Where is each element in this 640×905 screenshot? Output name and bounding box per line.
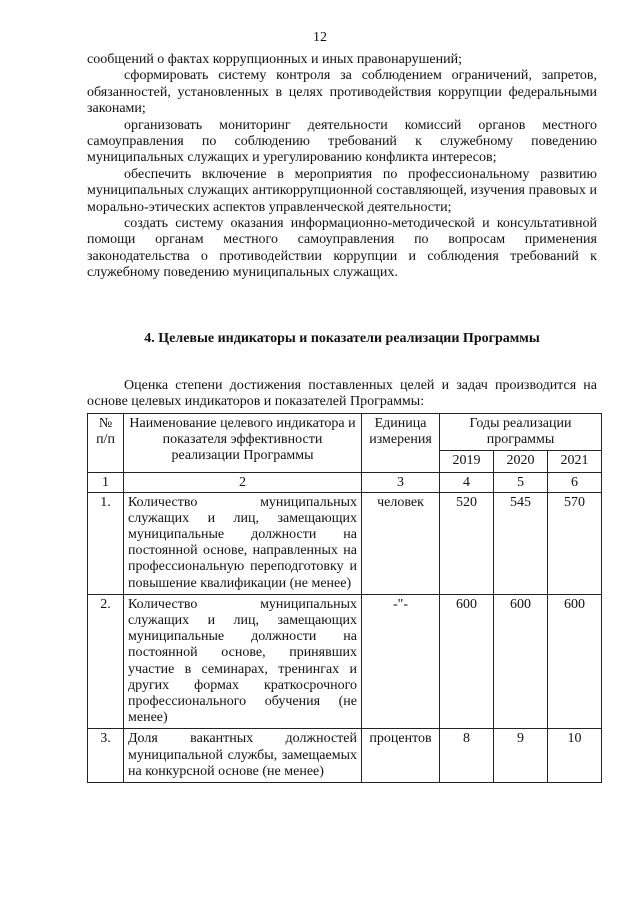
table-index-row bbox=[88, 472, 602, 492]
index-cell: 3 bbox=[362, 472, 440, 492]
header-name: Наименование целевого индикатора и показателя эффективности реализации Программы bbox=[124, 414, 362, 473]
row-name: Количество муниципальных служащих и лиц, замещающих муниципальные должности на постоянной основе, направленных на профессиональную переподготовку и повышение квалификации (не менее) bbox=[124, 492, 362, 594]
row-name: Количество муниципальных служащих и лиц, замещающих муниципальные должности на постоянной основе, принявших участие в семинарах, тренингах и других формах краткосрочного профессионального обучения (не менее) bbox=[124, 594, 362, 729]
row-name: Доля вакантных должностей муниципальной службы, замещаемых на конкурсной основе (не менее) bbox=[124, 729, 362, 783]
paragraph: организовать мониторинг деятельности комиссий органов местного самоуправления по соблюдению требований к служебному поведению муниципальных служащих и урегулированию конфликта интересов; bbox=[87, 117, 597, 166]
body-text bbox=[87, 52, 597, 282]
header-year: 2019 bbox=[440, 451, 494, 472]
row-num: 1. bbox=[88, 492, 124, 594]
row-value: 545 bbox=[494, 492, 548, 594]
paragraph: сообщений о фактах коррупционных и иных правонарушений; bbox=[87, 52, 462, 67]
row-value: 520 bbox=[440, 492, 494, 594]
page-number: 12 bbox=[313, 30, 327, 45]
header-num: № п/п bbox=[88, 414, 124, 473]
index-cell: 1 bbox=[88, 472, 124, 492]
header-year: 2020 bbox=[494, 451, 548, 472]
row-unit: -"- bbox=[362, 594, 440, 729]
header-year: 2021 bbox=[548, 451, 602, 472]
table-header-row bbox=[88, 414, 602, 451]
index-cell: 5 bbox=[494, 472, 548, 492]
table-row bbox=[88, 729, 602, 783]
header-years-group: Годы реализации программы bbox=[440, 414, 602, 451]
row-value: 8 bbox=[440, 729, 494, 783]
intro-paragraph: Оценка степени достижения поставленных целей и задач производится на основе целевых индикаторов и показателей Программы: bbox=[87, 378, 597, 410]
table-row bbox=[88, 594, 602, 729]
row-value: 600 bbox=[440, 594, 494, 729]
section-heading: 4. Целевые индикаторы и показатели реализации Программы bbox=[144, 331, 540, 346]
header-unit: Единица измерения bbox=[362, 414, 440, 473]
row-value: 9 bbox=[494, 729, 548, 783]
row-value: 570 bbox=[548, 492, 602, 594]
paragraph: обеспечить включение в мероприятия по профессиональному развитию муниципальных служащих антикоррупционной составляющей, изучения правовых и морально-этических аспектов управленческой деятельности; bbox=[87, 166, 597, 215]
row-unit: процентов bbox=[362, 729, 440, 783]
row-value: 600 bbox=[548, 594, 602, 729]
row-num: 2. bbox=[88, 594, 124, 729]
row-unit: человек bbox=[362, 492, 440, 594]
row-num: 3. bbox=[88, 729, 124, 783]
index-cell: 4 bbox=[440, 472, 494, 492]
paragraph: сформировать систему контроля за соблюдением ограничений, запретов, обязанностей, установленных в целях противодействия коррупции федеральными законами; bbox=[87, 68, 597, 117]
row-value: 600 bbox=[494, 594, 548, 729]
index-cell: 6 bbox=[548, 472, 602, 492]
row-value: 10 bbox=[548, 729, 602, 783]
table-row bbox=[88, 492, 602, 594]
index-cell: 2 bbox=[124, 472, 362, 492]
paragraph: создать систему оказания информационно-методической и консультативной помощи органам местного самоуправления по вопросам применения законодательства о противодействии коррупции и соблюдения требований к служебному поведению муниципальных служащих. bbox=[87, 216, 597, 281]
indicators-table bbox=[87, 413, 602, 783]
